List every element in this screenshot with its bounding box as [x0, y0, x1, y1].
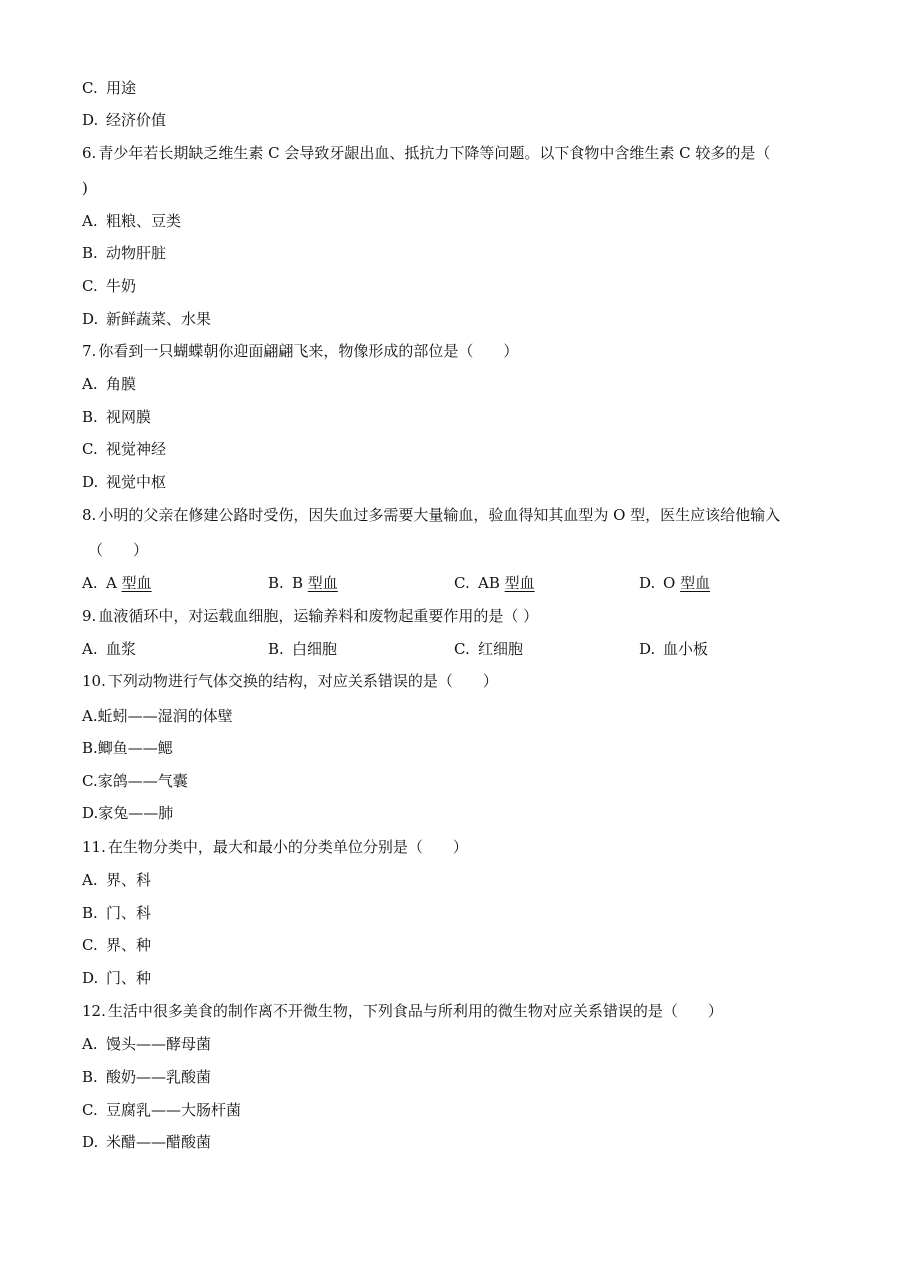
- option-text: 家兔——肺: [98, 804, 174, 822]
- option-prefix: A: [106, 574, 122, 592]
- option-text: 米醋——醋酸菌: [106, 1133, 212, 1151]
- q8-option-a: [82, 573, 152, 593]
- option-letter: D.: [82, 804, 99, 822]
- option-letter: D.: [639, 640, 656, 658]
- option-text: 型血: [121, 574, 152, 592]
- option-letter: B.: [268, 640, 284, 658]
- option-letter: C.: [454, 574, 470, 592]
- question-number: 11.: [82, 838, 106, 856]
- option-letter: B.: [268, 574, 284, 592]
- option-letter: A.: [82, 871, 98, 889]
- option-text: 豆腐乳——大肠杆菌: [106, 1101, 242, 1119]
- q6-option-d: [82, 309, 211, 329]
- option-prefix: B: [292, 574, 308, 592]
- q12-option-b: [82, 1067, 211, 1087]
- option-letter: A.: [82, 640, 98, 658]
- question-text-cont: （ ）: [88, 541, 149, 559]
- q9-option-d: [639, 639, 708, 659]
- option-text: 粗粮、豆类: [106, 212, 182, 230]
- option-text: 门、种: [106, 969, 152, 987]
- option-letter: D.: [82, 473, 99, 491]
- q12-option-d: [82, 1132, 211, 1152]
- q6-option-b: [82, 243, 166, 263]
- option-d: [82, 110, 166, 130]
- option-letter: C.: [82, 772, 98, 790]
- option-text: 红细胞: [478, 640, 524, 658]
- option-text: 型血: [307, 574, 338, 592]
- q10-option-a: [82, 706, 233, 726]
- q10-option-d: [82, 803, 173, 823]
- option-text: 白细胞: [292, 640, 338, 658]
- question-text: 血液循环中，对运载血细胞，运输养料和废物起重要作用的是（ ）: [98, 607, 539, 625]
- option-letter: B.: [82, 1068, 98, 1086]
- option-text: 经济价值: [106, 111, 167, 129]
- option-letter: A.: [82, 1035, 98, 1053]
- option-text: 视觉中枢: [106, 473, 167, 491]
- option-letter: C.: [82, 1101, 98, 1119]
- option-letter: D.: [82, 111, 99, 129]
- question-text: 下列动物进行气体交换的结构，对应关系错误的是（ ）: [107, 672, 498, 690]
- option-letter: A.: [82, 574, 98, 592]
- q12-option-a: [82, 1034, 211, 1054]
- q7-option-a: [82, 374, 136, 394]
- question-8: [82, 505, 780, 525]
- option-text: 动物肝脏: [106, 244, 167, 262]
- option-letter: C.: [82, 277, 98, 295]
- option-text: 血浆: [106, 640, 137, 658]
- q12-option-c: [82, 1100, 241, 1120]
- question-text: 青少年若长期缺乏维生素 C 会导致牙龈出血、抵抗力下降等问题。以下食物中含维生素 C 较多的是（: [98, 144, 771, 162]
- q11-option-a: [82, 870, 151, 890]
- option-text: 牛奶: [106, 277, 137, 295]
- question-number: 8.: [82, 506, 97, 524]
- q8-option-d: [639, 573, 710, 593]
- q6-option-a: [82, 211, 181, 231]
- option-text: 界、种: [106, 936, 152, 954]
- question-6: [82, 143, 770, 163]
- option-letter: C.: [82, 440, 98, 458]
- option-text: 型血: [504, 574, 535, 592]
- option-prefix: O: [663, 574, 681, 592]
- q6-option-c: [82, 276, 136, 296]
- option-letter: B.: [82, 408, 98, 426]
- question-11: [82, 837, 468, 857]
- option-letter: D.: [639, 574, 656, 592]
- question-12: [82, 1001, 723, 1021]
- option-text: 鲫鱼——鳃: [97, 739, 173, 757]
- option-text: 酸奶——乳酸菌: [106, 1068, 212, 1086]
- option-text: 馒头——酵母菌: [106, 1035, 212, 1053]
- option-text: 界、科: [106, 871, 152, 889]
- option-letter: D.: [82, 1133, 99, 1151]
- q7-option-b: [82, 407, 151, 427]
- option-letter: B.: [82, 739, 98, 757]
- question-9: [82, 606, 538, 626]
- question-text: 在生物分类中，最大和最小的分类单位分别是（ ）: [107, 838, 468, 856]
- option-text: 型血: [680, 574, 711, 592]
- question-7: [82, 341, 518, 361]
- option-text: 家鸽——气囊: [97, 772, 188, 790]
- q10-option-b: [82, 738, 173, 758]
- option-letter: A.: [82, 707, 98, 725]
- option-letter: A.: [82, 212, 98, 230]
- option-text: 门、科: [106, 904, 152, 922]
- option-letter: D.: [82, 969, 99, 987]
- q8-option-c: [454, 573, 535, 593]
- q11-option-c: [82, 935, 151, 955]
- question-text-cont: ): [82, 179, 88, 197]
- question-text: 小明的父亲在修建公路时受伤，因失血过多需要大量输血，验血得知其血型为 O 型，医生应该给他输入: [98, 506, 781, 524]
- q11-option-d: [82, 968, 151, 988]
- q7-option-c: [82, 439, 166, 459]
- option-letter: B.: [82, 244, 98, 262]
- option-prefix: AB: [478, 574, 505, 592]
- option-letter: C.: [82, 79, 98, 97]
- question-number: 12.: [82, 1002, 106, 1020]
- option-text: 蚯蚓——湿润的体壁: [97, 707, 233, 725]
- question-6-continuation: [82, 178, 88, 198]
- option-letter: C.: [454, 640, 470, 658]
- question-10: [82, 671, 498, 691]
- option-c: [82, 78, 136, 98]
- option-text: 角膜: [106, 375, 137, 393]
- q10-option-c: [82, 771, 188, 791]
- option-letter: B.: [82, 904, 98, 922]
- option-text: 用途: [106, 79, 137, 97]
- option-text: 血小板: [663, 640, 709, 658]
- question-number: 7.: [82, 342, 97, 360]
- question-8-continuation: [88, 540, 148, 560]
- q9-option-b: [268, 639, 337, 659]
- question-number: 10.: [82, 672, 106, 690]
- option-text: 视网膜: [106, 408, 152, 426]
- option-text: 视觉神经: [106, 440, 167, 458]
- q11-option-b: [82, 903, 151, 923]
- question-number: 9.: [82, 607, 97, 625]
- option-letter: C.: [82, 936, 98, 954]
- option-letter: D.: [82, 310, 99, 328]
- option-text: 新鲜蔬菜、水果: [106, 310, 212, 328]
- option-letter: A.: [82, 375, 98, 393]
- question-text: 生活中很多美食的制作离不开微生物，下列食品与所利用的微生物对应关系错误的是（ ）: [107, 1002, 723, 1020]
- q9-option-a: [82, 639, 136, 659]
- q7-option-d: [82, 472, 166, 492]
- question-number: 6.: [82, 144, 97, 162]
- q9-option-c: [454, 639, 523, 659]
- question-text: 你看到一只蝴蝶朝你迎面翩翩飞来，物像形成的部位是（ ）: [98, 342, 519, 360]
- q8-option-b: [268, 573, 338, 593]
